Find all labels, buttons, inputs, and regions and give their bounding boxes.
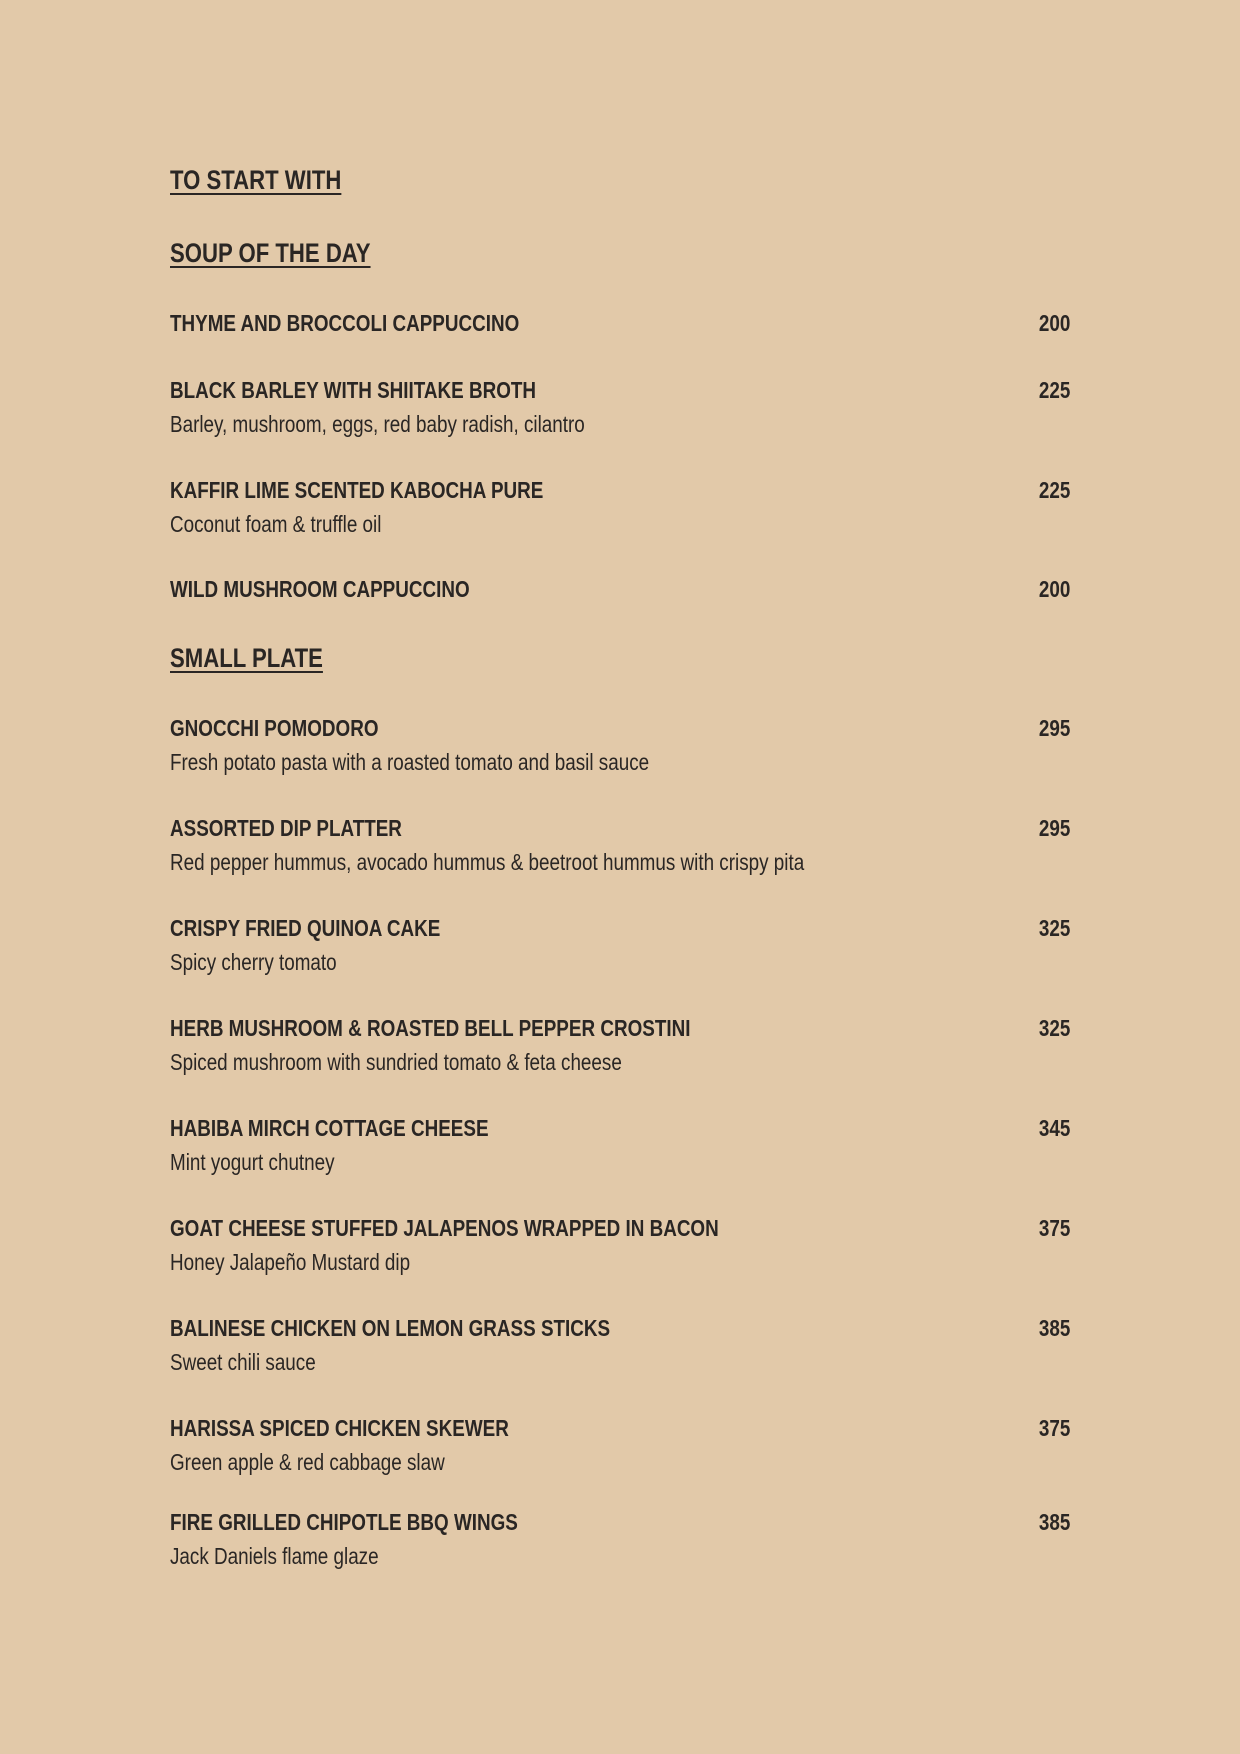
menu-item-description: Barley, mushroom, eggs, red baby radish, cilantro bbox=[170, 411, 585, 437]
menu-item-description: Mint yogurt chutney bbox=[170, 1149, 335, 1175]
menu-item bbox=[170, 377, 1070, 437]
section-heading-small-plate: SMALL PLATE bbox=[170, 643, 323, 673]
menu-item-price: 385 bbox=[1038, 1509, 1070, 1535]
menu-item-description: Green apple & red cabbage slaw bbox=[170, 1449, 445, 1475]
menu-item-name: GOAT CHEESE STUFFED JALAPENOS WRAPPED IN BACON bbox=[170, 1215, 719, 1241]
menu-item bbox=[170, 1315, 1070, 1375]
section-heading-to-start-with: TO START WITH bbox=[170, 165, 342, 195]
menu-item-name: THYME AND BROCCOLI CAPPUCCINO bbox=[170, 310, 520, 336]
menu-item-price: 325 bbox=[1038, 915, 1070, 941]
menu-item-description: Jack Daniels flame glaze bbox=[170, 1543, 379, 1569]
menu-item bbox=[170, 1415, 1070, 1475]
menu-item-name: HARISSA SPICED CHICKEN SKEWER bbox=[170, 1415, 509, 1441]
menu-item-price: 345 bbox=[1038, 1115, 1070, 1141]
menu-item-description: Honey Jalapeño Mustard dip bbox=[170, 1249, 411, 1275]
menu-item-name: WILD MUSHROOM CAPPUCCINO bbox=[170, 576, 470, 602]
menu-item bbox=[170, 576, 1070, 606]
menu-item-name: GNOCCHI POMODORO bbox=[170, 715, 379, 741]
menu-item-name: BLACK BARLEY WITH SHIITAKE BROTH bbox=[170, 377, 537, 403]
menu-item-price: 295 bbox=[1038, 715, 1070, 741]
menu-item-name: HERB MUSHROOM & ROASTED BELL PEPPER CROSTINI bbox=[170, 1015, 691, 1041]
menu-item-name: FIRE GRILLED CHIPOTLE BBQ WINGS bbox=[170, 1509, 518, 1535]
menu-item bbox=[170, 1115, 1070, 1175]
menu-item-price: 385 bbox=[1038, 1315, 1070, 1341]
menu-item-price: 325 bbox=[1038, 1015, 1070, 1041]
menu-item-price: 375 bbox=[1038, 1215, 1070, 1241]
menu-item bbox=[170, 477, 1070, 537]
menu-item-price: 200 bbox=[1038, 310, 1070, 336]
menu-item bbox=[170, 1015, 1070, 1075]
menu-item bbox=[170, 715, 1070, 775]
menu-item-description: Red pepper hummus, avocado hummus & beetroot hummus with crispy pita bbox=[170, 849, 805, 875]
menu-item-name: BALINESE CHICKEN ON LEMON GRASS STICKS bbox=[170, 1315, 611, 1341]
menu-item-name: ASSORTED DIP PLATTER bbox=[170, 815, 402, 841]
menu-item-description: Spiced mushroom with sundried tomato & feta cheese bbox=[170, 1049, 622, 1075]
menu-item-description: Fresh potato pasta with a roasted tomato and basil sauce bbox=[170, 749, 650, 775]
menu-item-description: Coconut foam & truffle oil bbox=[170, 511, 382, 537]
menu-item-name: KAFFIR LIME SCENTED KABOCHA PURE bbox=[170, 477, 544, 503]
menu-item-price: 375 bbox=[1038, 1415, 1070, 1441]
menu-item bbox=[170, 1509, 1070, 1569]
menu-item-price: 225 bbox=[1038, 477, 1070, 503]
menu-item-price: 200 bbox=[1038, 576, 1070, 602]
menu-item bbox=[170, 1215, 1070, 1275]
menu-item-price: 225 bbox=[1038, 377, 1070, 403]
menu-item bbox=[170, 310, 1070, 340]
menu-item-price: 295 bbox=[1038, 815, 1070, 841]
menu-item-name: HABIBA MIRCH COTTAGE CHEESE bbox=[170, 1115, 489, 1141]
menu-item bbox=[170, 815, 1070, 875]
menu-item-description: Spicy cherry tomato bbox=[170, 949, 337, 975]
menu-item-name: CRISPY FRIED QUINOA CAKE bbox=[170, 915, 441, 941]
section-heading-soup-of-the-day: SOUP OF THE DAY bbox=[170, 238, 371, 268]
menu-item-description: Sweet chili sauce bbox=[170, 1349, 316, 1375]
menu-item bbox=[170, 915, 1070, 975]
